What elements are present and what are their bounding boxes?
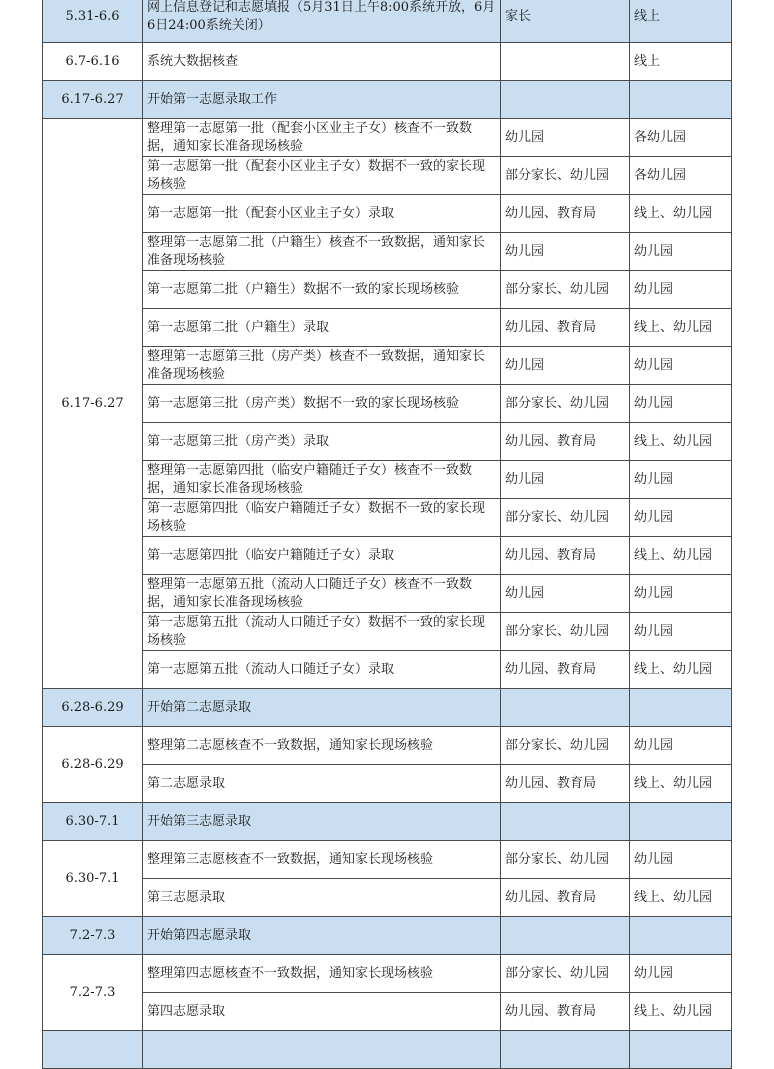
section-title: 开始第二志愿录取 xyxy=(143,689,501,727)
location-cell: 线上、幼儿园 xyxy=(630,765,732,803)
responsible-cell: 幼儿园、教育局 xyxy=(501,879,630,917)
responsible-cell: 幼儿园、教育局 xyxy=(501,195,630,233)
section-header-row xyxy=(43,917,732,955)
location-cell: 幼儿园 xyxy=(630,461,732,499)
empty-cell xyxy=(501,81,630,119)
task-cell: 第一志愿第五批（流动人口随迁子女）数据不一致的家长现场核验 xyxy=(143,613,501,651)
responsible-cell: 幼儿园 xyxy=(501,233,630,271)
location-cell: 各幼儿园 xyxy=(630,119,732,157)
task-cell: 第一志愿第二批（户籍生）录取 xyxy=(143,309,501,347)
task-cell: 整理第一志愿第三批（房产类）核查不一致数据，通知家长准备现场核验 xyxy=(143,347,501,385)
responsible-cell: 幼儿园 xyxy=(501,461,630,499)
table-row xyxy=(43,727,732,765)
empty-cell xyxy=(630,689,732,727)
responsible-cell: 幼儿园、教育局 xyxy=(501,765,630,803)
empty-cell xyxy=(501,803,630,841)
table-row xyxy=(43,423,732,461)
table-row xyxy=(43,651,732,689)
table-row xyxy=(43,499,732,537)
location-cell: 线上 xyxy=(630,0,732,43)
location-cell: 幼儿园 xyxy=(630,841,732,879)
task-cell: 第一志愿第二批（户籍生）数据不一致的家长现场核验 xyxy=(143,271,501,309)
responsible-cell: 部分家长、幼儿园 xyxy=(501,727,630,765)
task-cell: 网上信息登记和志愿填报（5月31日上午8:00系统开放，6月6日24:00系统关闭） xyxy=(143,0,501,43)
date-cell: 6.17-6.27 xyxy=(43,119,143,689)
empty-cell xyxy=(143,1031,501,1069)
location-cell: 各幼儿园 xyxy=(630,157,732,195)
location-cell: 幼儿园 xyxy=(630,727,732,765)
responsible-cell: 部分家长、幼儿园 xyxy=(501,613,630,651)
location-cell: 线上、幼儿园 xyxy=(630,879,732,917)
responsible-cell: 幼儿园 xyxy=(501,347,630,385)
table-row xyxy=(43,347,732,385)
date-cell: 6.28-6.29 xyxy=(43,727,143,803)
responsible-cell: 幼儿园 xyxy=(501,119,630,157)
task-cell: 整理第一志愿第一批（配套小区业主子女）核查不一致数据，通知家长准备现场核验 xyxy=(143,119,501,157)
responsible-cell: 部分家长、幼儿园 xyxy=(501,271,630,309)
responsible-cell xyxy=(501,43,630,81)
table-row xyxy=(43,537,732,575)
table-row xyxy=(43,385,732,423)
table-row xyxy=(43,233,732,271)
table-row xyxy=(43,43,732,81)
section-title: 开始第三志愿录取 xyxy=(143,803,501,841)
section-date: 6.30-7.1 xyxy=(43,803,143,841)
location-cell: 幼儿园 xyxy=(630,385,732,423)
table-row xyxy=(43,613,732,651)
location-cell: 线上、幼儿园 xyxy=(630,195,732,233)
task-cell: 第一志愿第五批（流动人口随迁子女）录取 xyxy=(143,651,501,689)
task-cell: 第一志愿第三批（房产类）数据不一致的家长现场核验 xyxy=(143,385,501,423)
table-row xyxy=(43,195,732,233)
enrollment-schedule-table xyxy=(42,0,732,1069)
empty-cell xyxy=(501,689,630,727)
responsible-cell: 幼儿园、教育局 xyxy=(501,651,630,689)
task-cell: 第一志愿第一批（配套小区业主子女）数据不一致的家长现场核验 xyxy=(143,157,501,195)
date-cell: 5.31-6.6 xyxy=(43,0,143,43)
task-cell: 第一志愿第一批（配套小区业主子女）录取 xyxy=(143,195,501,233)
responsible-cell: 幼儿园 xyxy=(501,575,630,613)
task-cell: 系统大数据核查 xyxy=(143,43,501,81)
table-row xyxy=(43,309,732,347)
task-cell: 第二志愿录取 xyxy=(143,765,501,803)
location-cell: 幼儿园 xyxy=(630,955,732,993)
empty-cell xyxy=(501,1031,630,1069)
responsible-cell: 部分家长、幼儿园 xyxy=(501,385,630,423)
empty-cell xyxy=(630,803,732,841)
task-cell: 第四志愿录取 xyxy=(143,993,501,1031)
section-title: 开始第四志愿录取 xyxy=(143,917,501,955)
location-cell: 线上、幼儿园 xyxy=(630,309,732,347)
task-cell: 整理第一志愿第四批（临安户籍随迁子女）核查不一致数据，通知家长准备现场核验 xyxy=(143,461,501,499)
responsible-cell: 幼儿园、教育局 xyxy=(501,423,630,461)
location-cell: 幼儿园 xyxy=(630,271,732,309)
table-row xyxy=(43,0,732,43)
responsible-cell: 幼儿园、教育局 xyxy=(501,309,630,347)
date-cell: 7.2-7.3 xyxy=(43,955,143,1031)
location-cell: 幼儿园 xyxy=(630,575,732,613)
location-cell: 幼儿园 xyxy=(630,233,732,271)
table-row xyxy=(43,955,732,993)
responsible-cell: 幼儿园、教育局 xyxy=(501,537,630,575)
empty-cell xyxy=(43,1031,143,1069)
empty-cell xyxy=(630,81,732,119)
task-cell: 整理第一志愿第二批（户籍生）核查不一致数据，通知家长准备现场核验 xyxy=(143,233,501,271)
task-cell: 第三志愿录取 xyxy=(143,879,501,917)
section-date: 6.17-6.27 xyxy=(43,81,143,119)
date-cell: 6.7-6.16 xyxy=(43,43,143,81)
empty-cell xyxy=(630,1031,732,1069)
task-cell: 第一志愿第四批（临安户籍随迁子女）数据不一致的家长现场核验 xyxy=(143,499,501,537)
location-cell: 线上、幼儿园 xyxy=(630,423,732,461)
task-cell: 第一志愿第四批（临安户籍随迁子女）录取 xyxy=(143,537,501,575)
location-cell: 线上、幼儿园 xyxy=(630,537,732,575)
table-row xyxy=(43,271,732,309)
table-row xyxy=(43,879,732,917)
section-header-row xyxy=(43,803,732,841)
table-row xyxy=(43,119,732,157)
section-header-row xyxy=(43,81,732,119)
location-cell: 线上、幼儿园 xyxy=(630,651,732,689)
location-cell: 幼儿园 xyxy=(630,499,732,537)
responsible-cell: 部分家长、幼儿园 xyxy=(501,955,630,993)
responsible-cell: 家长 xyxy=(501,0,630,43)
section-header-row xyxy=(43,1031,732,1069)
location-cell: 线上、幼儿园 xyxy=(630,993,732,1031)
section-header-row xyxy=(43,689,732,727)
responsible-cell: 部分家长、幼儿园 xyxy=(501,499,630,537)
section-date: 6.28-6.29 xyxy=(43,689,143,727)
location-cell: 幼儿园 xyxy=(630,613,732,651)
task-cell: 整理第二志愿核查不一致数据，通知家长现场核验 xyxy=(143,727,501,765)
table-row xyxy=(43,575,732,613)
responsible-cell: 部分家长、幼儿园 xyxy=(501,157,630,195)
section-title: 开始第一志愿录取工作 xyxy=(143,81,501,119)
task-cell: 整理第三志愿核查不一致数据，通知家长现场核验 xyxy=(143,841,501,879)
task-cell: 第一志愿第三批（房产类）录取 xyxy=(143,423,501,461)
empty-cell xyxy=(501,917,630,955)
table-row xyxy=(43,993,732,1031)
location-cell: 幼儿园 xyxy=(630,347,732,385)
table-row xyxy=(43,461,732,499)
responsible-cell: 幼儿园、教育局 xyxy=(501,993,630,1031)
date-cell: 6.30-7.1 xyxy=(43,841,143,917)
table-row xyxy=(43,841,732,879)
section-date: 7.2-7.3 xyxy=(43,917,143,955)
table-row xyxy=(43,765,732,803)
empty-cell xyxy=(630,917,732,955)
responsible-cell: 部分家长、幼儿园 xyxy=(501,841,630,879)
location-cell: 线上 xyxy=(630,43,732,81)
table-row xyxy=(43,157,732,195)
task-cell: 整理第四志愿核查不一致数据，通知家长现场核验 xyxy=(143,955,501,993)
task-cell: 整理第一志愿第五批（流动人口随迁子女）核查不一致数据，通知家长准备现场核验 xyxy=(143,575,501,613)
